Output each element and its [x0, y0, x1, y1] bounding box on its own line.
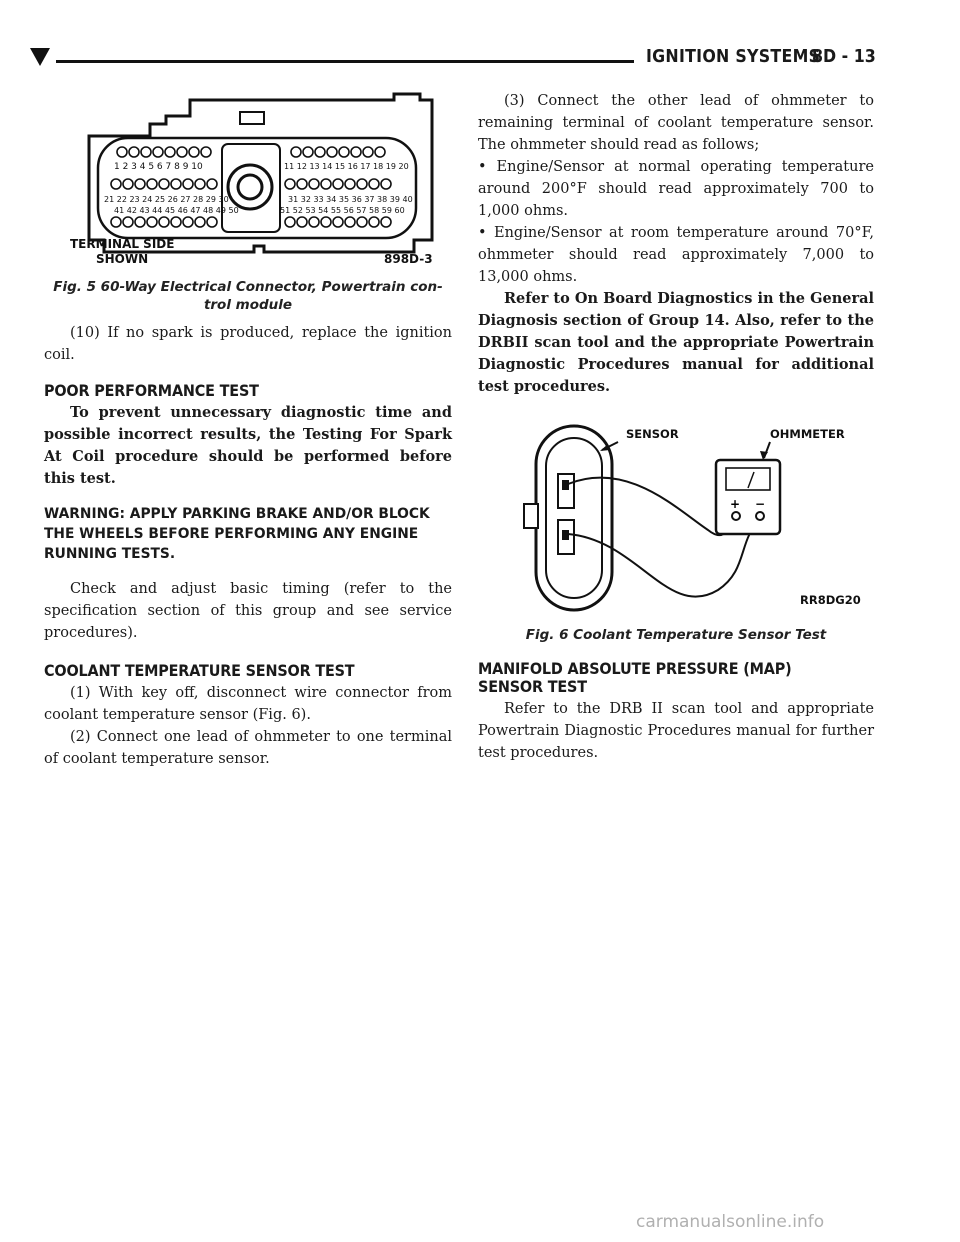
- pin-labels-top-right: 11 12 13 14 15 16 17 18 19 20: [284, 162, 409, 171]
- bullet-icon: •: [478, 225, 494, 241]
- poor-performance-heading: POOR PERFORMANCE TEST: [44, 381, 259, 400]
- minus-terminal-label: −: [755, 497, 766, 511]
- figure-5-caption: [44, 278, 452, 314]
- page-header: [30, 44, 936, 74]
- triangle-marker-icon: [30, 48, 50, 66]
- refer-diagnostics-text: Refer to On Board Diagnostics in the General Diagnosis section of Group 14. Also, refer to the DRBII scan tool and the appropriate Powertrain Diagnostic Procedures manual for additional test procedures.: [478, 290, 874, 395]
- sensor-label: SENSOR: [626, 427, 679, 441]
- ohmmeter-label: OHMMETER: [770, 427, 845, 441]
- plus-terminal-label: +: [730, 497, 741, 511]
- warning-text: WARNING: APPLY PARKING BRAKE AND/OR BLOCK THE WHEELS BEFORE PERFORMING ANY ENGINE RUNNING TESTS.: [44, 506, 430, 562]
- figure-6-sensor-diagram: [478, 420, 874, 620]
- step-1-text: (1) With key off, disconnect wire connector from coolant temperature sensor (Fig. 6).: [44, 685, 452, 723]
- map-sensor-text: Refer to the DRB II scan tool and appropriate Powertrain Diagnostic Procedures manual for further test procedures.: [478, 701, 874, 761]
- timing-text: Check and adjust basic timing (refer to the specification section of this group and see service procedures).: [44, 581, 452, 641]
- figure-6-code: RR8DG20: [800, 593, 861, 607]
- right-column: [478, 90, 874, 764]
- bullet-room-temp: [478, 222, 874, 288]
- pin-labels-top-left: 1 2 3 4 5 6 7 8 9 10: [114, 162, 203, 172]
- step-10-text: (10) If no spark is produced, replace the ignition coil.: [44, 325, 452, 363]
- coolant-sensor-heading: COOLANT TEMPERATURE SENSOR TEST: [44, 661, 355, 680]
- bullet-room-temp-text: Engine/Sensor at room temperature around 70°F, ohmmeter should read approximately 7,000 to 13,000 ohms.: [478, 225, 874, 285]
- figure-6-caption: Fig. 6 Coolant Temperature Sensor Test: [525, 627, 827, 643]
- shown-label: SHOWN: [96, 252, 149, 266]
- header-rule: [56, 60, 634, 63]
- watermark-text: carmanualsonline.info: [636, 1212, 825, 1232]
- map-sensor-heading: MANIFOLD ABSOLUTE PRESSURE (MAP) SENSOR TEST: [478, 659, 792, 696]
- figure-5-caption-line2: trol module: [203, 297, 293, 313]
- left-column: [44, 90, 452, 770]
- pin-labels-mid-right: 31 32 33 34 35 36 37 38 39 40: [288, 195, 413, 204]
- bullet-normal-temp: [478, 156, 874, 222]
- page-number: 8D - 13: [812, 46, 876, 67]
- pin-labels-mid-left: 21 22 23 24 25 26 27 28 29 30: [104, 195, 229, 204]
- terminal-side-label: TERMINAL SIDE: [70, 237, 175, 251]
- figure-5-code: 898D-3: [384, 252, 433, 266]
- step-3-text: (3) Connect the other lead of ohmmeter to remaining terminal of coolant temperature sensor. The ohmmeter should read as follows;: [478, 93, 874, 153]
- section-title: IGNITION SYSTEMS: [646, 46, 821, 67]
- figure-5-connector-diagram: [44, 90, 452, 270]
- step-2-text: (2) Connect one lead of ohmmeter to one terminal of coolant temperature sensor.: [44, 729, 452, 767]
- figure-5-caption-line1: Fig. 5 60-Way Electrical Connector, Powertrain con-: [53, 279, 443, 295]
- pin-labels-low-left: 41 42 43 44 45 46 47 48 49 50: [114, 206, 239, 215]
- pin-labels-low-right: 51 52 53 54 55 56 57 58 59 60: [280, 206, 405, 215]
- bullet-icon: •: [478, 159, 497, 175]
- bullet-normal-temp-text: Engine/Sensor at normal operating temperature around 200°F should read approximately 700 to 1,000 ohms.: [478, 159, 874, 219]
- poor-performance-text: To prevent unnecessary diagnostic time and possible incorrect results, the Testing For Spark At Coil procedure should be performed before this test.: [44, 404, 452, 487]
